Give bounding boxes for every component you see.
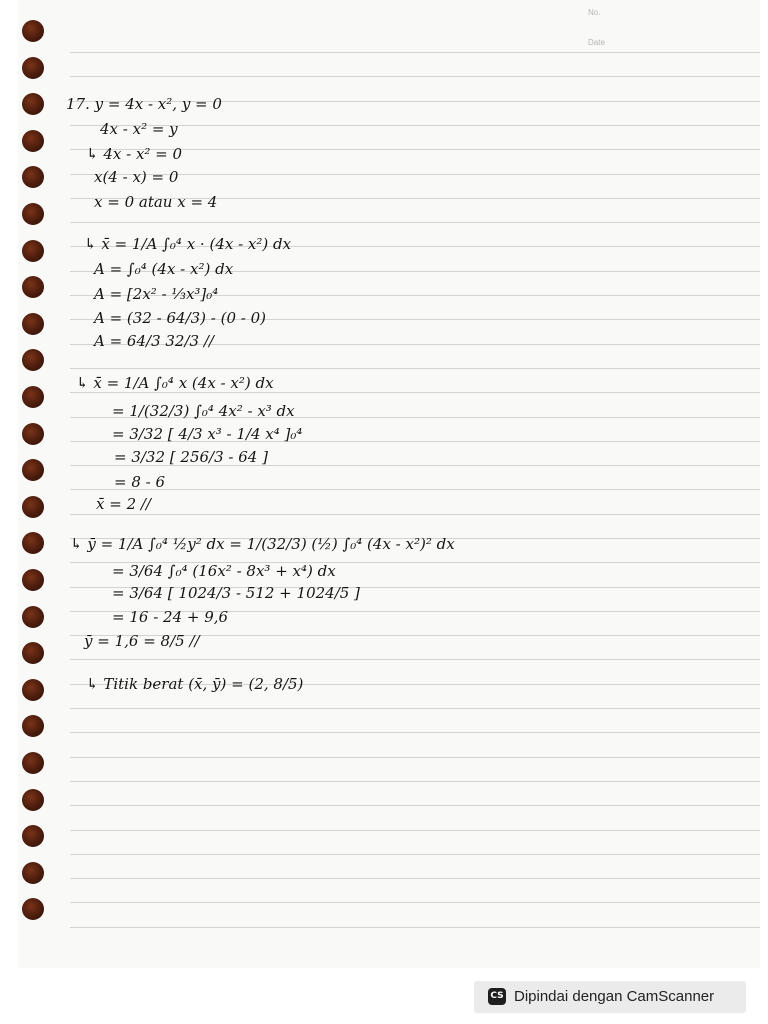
- binder-hole: [22, 240, 44, 262]
- text-line: A = ∫₀⁴ (4x - x²) dx: [94, 260, 234, 278]
- binder-hole: [22, 423, 44, 445]
- camscanner-logo-icon: CS: [488, 988, 506, 1005]
- text-line: = 3/32 [ 256/3 - 64 ]: [114, 448, 268, 466]
- ruled-line: [70, 927, 760, 928]
- no-label: No.: [588, 8, 601, 17]
- binder-hole: [22, 752, 44, 774]
- binder-hole: [22, 313, 44, 335]
- ruled-line: [70, 392, 760, 393]
- binder-hole: [22, 349, 44, 371]
- text-line: ȳ = 1,6 = 8/5 //: [84, 632, 200, 650]
- binder-hole: [22, 789, 44, 811]
- ruled-line: [70, 781, 760, 782]
- binder-hole: [22, 93, 44, 115]
- text-line: x̄ = 2 //: [96, 495, 151, 513]
- binder-hole: [22, 20, 44, 42]
- ruled-line: [70, 368, 760, 369]
- text-line: 4x - x² = y: [100, 120, 178, 138]
- text-line: = 16 - 24 + 9,6: [112, 608, 229, 626]
- binder-hole: [22, 862, 44, 884]
- ruled-line: [70, 76, 760, 77]
- text-line: A = (32 - 64/3) - (0 - 0): [94, 309, 267, 327]
- binder-hole: [22, 496, 44, 518]
- binder-hole: [22, 642, 44, 664]
- scanner-caption: Dipindai dengan CamScanner: [514, 988, 715, 1005]
- ruled-line: [70, 489, 760, 490]
- text-line: ↳ ȳ = 1/A ∫₀⁴ ½y² dx = 1/(32/3) (½) ∫₀⁴ (4x - x²)² dx: [70, 535, 455, 553]
- text-line: ↳ 4x - x² = 0: [86, 145, 183, 163]
- ruled-line: [70, 659, 760, 660]
- ruled-line: [70, 757, 760, 758]
- text-line: ↳ Titik berat (x̄, ȳ) = (2, 8/5): [86, 675, 304, 693]
- camscanner-badge: [474, 981, 746, 1013]
- ruled-line: [70, 830, 760, 831]
- text-line: A = [2x² - ⅓x³]₀⁴: [94, 285, 219, 303]
- binder-hole: [22, 57, 44, 79]
- text-line: = 3/64 ∫₀⁴ (16x² - 8x³ + x⁴) dx: [112, 562, 336, 580]
- binder-hole: [22, 130, 44, 152]
- text-line: x(4 - x) = 0: [94, 168, 179, 186]
- binder-hole: [22, 166, 44, 188]
- binder-hole: [22, 276, 44, 298]
- ruled-line: [70, 878, 760, 879]
- binder-hole: [22, 569, 44, 591]
- binder-hole: [22, 203, 44, 225]
- ruled-line: [70, 732, 760, 733]
- text-line: ↳ x̄ = 1/A ∫₀⁴ x · (4x - x²) dx: [84, 235, 292, 253]
- binder-hole: [22, 532, 44, 554]
- text-line: = 3/64 [ 1024/3 - 512 + 1024/5 ]: [112, 584, 360, 602]
- ruled-line: [70, 222, 760, 223]
- ruled-line: [70, 805, 760, 806]
- text-line: = 3/32 [ 4/3 x³ - 1/4 x⁴ ]₀⁴: [112, 425, 303, 443]
- ruled-line: [70, 902, 760, 903]
- date-label: Date: [588, 38, 605, 47]
- text-line: = 1/(32/3) ∫₀⁴ 4x² - x³ dx: [112, 402, 295, 420]
- text-line: 17. y = 4x - x², y = 0: [66, 95, 222, 113]
- binder-hole: [22, 898, 44, 920]
- binder-hole: [22, 679, 44, 701]
- text-line: A = 64/3 32/3 //: [94, 332, 214, 350]
- binder-hole: [22, 825, 44, 847]
- text-line: = 8 - 6: [114, 473, 166, 491]
- text-line: ↳ x̄ = 1/A ∫₀⁴ x (4x - x²) dx: [76, 374, 274, 392]
- binder-hole: [22, 715, 44, 737]
- binder-hole: [22, 386, 44, 408]
- ruled-line: [70, 708, 760, 709]
- ruled-line: [70, 52, 760, 53]
- binder-hole: [22, 459, 44, 481]
- binder-hole: [22, 606, 44, 628]
- ruled-line: [70, 854, 760, 855]
- text-line: x = 0 atau x = 4: [94, 193, 218, 211]
- ruled-line: [70, 514, 760, 515]
